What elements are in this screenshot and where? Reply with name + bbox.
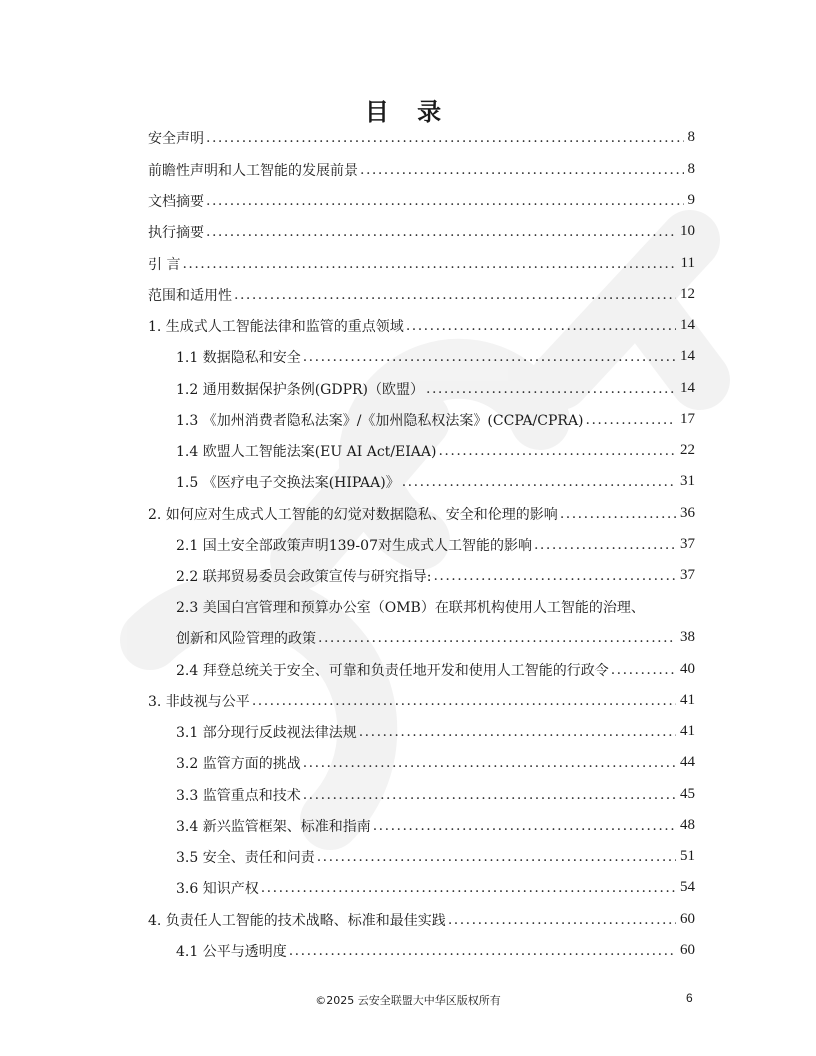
toc-entry[interactable] xyxy=(0,404,816,435)
toc-entry-title: 3.2 监管方面的挑战 xyxy=(176,755,301,772)
toc-entry-page: 60 xyxy=(680,942,695,958)
toc-dot-leader xyxy=(318,630,676,646)
toc-entry[interactable] xyxy=(0,498,816,529)
toc-entry[interactable] xyxy=(0,341,816,372)
toc-entry-page: 38 xyxy=(680,629,695,645)
toc-entry-title: 4. 负责任人工智能的技术战略、标准和最佳实践 xyxy=(148,912,446,929)
toc-entry-page: 8 xyxy=(687,129,695,145)
toc-dot-leader xyxy=(360,162,684,178)
toc-entry[interactable] xyxy=(0,435,816,466)
toc-entry-page: 41 xyxy=(680,723,695,739)
toc-entry-page: 14 xyxy=(680,317,695,333)
toc-dot-leader xyxy=(402,474,676,490)
toc-entry-title: 3.3 监管重点和技术 xyxy=(176,787,301,804)
toc-entry-page: 48 xyxy=(680,817,695,833)
page-number: 6 xyxy=(686,991,693,1005)
toc-entry-page: 22 xyxy=(680,442,695,458)
toc-entry-page: 54 xyxy=(680,879,695,895)
toc-entry-page: 44 xyxy=(680,754,695,770)
toc-entry-page: 11 xyxy=(680,255,695,271)
toc-entry[interactable] xyxy=(0,560,816,591)
toc-entry-page: 8 xyxy=(687,161,695,177)
toc-entry[interactable] xyxy=(0,373,816,404)
toc-dot-leader xyxy=(206,224,676,240)
toc-entry[interactable] xyxy=(0,122,816,153)
page-title: 目 录 xyxy=(364,98,452,126)
toc-dot-leader xyxy=(433,568,676,584)
toc-entry[interactable] xyxy=(0,185,816,216)
toc-entry-title: 3.4 新兴监管框架、标准和指南 xyxy=(176,818,371,835)
toc-dot-leader xyxy=(534,537,676,553)
toc-dot-leader xyxy=(373,818,676,834)
toc-dot-leader xyxy=(448,912,676,928)
toc-entry-title: 前瞻性声明和人工智能的发展前景 xyxy=(148,162,358,179)
toc-entry-page: 14 xyxy=(680,380,695,396)
toc-entry-title: 2. 如何应对生成式人工智能的幻觉对数据隐私、安全和伦理的影响 xyxy=(148,506,558,523)
toc-entry-title: 1.3 《加州消费者隐私法案》/《加州隐私权法案》(CCPA/CPRA) xyxy=(176,412,584,429)
toc-dot-leader xyxy=(359,724,676,740)
toc-entry-page: 37 xyxy=(680,567,695,583)
toc-entry-title: 2.4 拜登总统关于安全、可靠和负责任地开发和使用人工智能的行政令 xyxy=(176,662,609,679)
toc-entry[interactable] xyxy=(0,747,816,778)
toc-entry-title: 2.1 国土安全部政策声明139-07对生成式人工智能的影响 xyxy=(176,537,532,554)
toc-entry[interactable] xyxy=(0,779,816,810)
toc-dot-leader xyxy=(611,662,676,678)
toc-dot-leader xyxy=(438,443,676,459)
toc-entry[interactable] xyxy=(0,529,816,560)
toc-entry[interactable] xyxy=(0,904,816,935)
toc-dot-leader xyxy=(560,506,676,522)
toc-entry-title: 执行摘要 xyxy=(148,224,204,241)
toc-entry-title: 1.4 欧盟人工智能法案(EU AI Act/EIAA) xyxy=(176,443,437,460)
toc-dot-leader xyxy=(252,693,676,709)
toc-entry-page: 51 xyxy=(680,848,695,864)
toc-dot-leader xyxy=(303,755,676,771)
toc-entry-title: 引 言 xyxy=(148,256,181,273)
toc-entry[interactable] xyxy=(0,716,816,747)
toc-entry-title: 3.6 知识产权 xyxy=(176,880,259,897)
toc-entry[interactable] xyxy=(0,248,816,279)
toc-entry-title: 创新和风险管理的政策 xyxy=(176,630,316,647)
toc-entry-title: 1. 生成式人工智能法律和监管的重点领域 xyxy=(148,318,404,335)
toc-entry-title: 1.1 数据隐私和安全 xyxy=(176,349,301,366)
toc-entry-continuation[interactable] xyxy=(0,622,816,653)
toc-entry[interactable] xyxy=(0,466,816,497)
toc-entry[interactable] xyxy=(0,810,816,841)
toc-dot-leader xyxy=(586,412,676,428)
toc-entry-page: 60 xyxy=(680,911,695,927)
toc-dot-leader xyxy=(303,349,676,365)
toc-dot-leader xyxy=(261,880,676,896)
toc-dot-leader xyxy=(206,193,684,209)
toc-entry-page: 9 xyxy=(687,192,695,208)
toc-entry-title: 3.1 部分现行反歧视法律法规 xyxy=(176,724,357,741)
toc-entry[interactable] xyxy=(0,279,816,310)
toc-entry[interactable] xyxy=(0,841,816,872)
toc-entry[interactable] xyxy=(0,872,816,903)
toc-entry-page: 31 xyxy=(680,473,695,489)
copyright-notice: ©2025 云安全联盟大中华区版权所有 xyxy=(315,994,501,1007)
toc-dot-leader xyxy=(426,381,676,397)
toc-entry[interactable] xyxy=(0,591,816,622)
toc-entry[interactable] xyxy=(0,935,816,966)
toc-entry-page: 45 xyxy=(680,786,695,802)
toc-entry-title: 3.5 安全、责任和问责 xyxy=(176,849,315,866)
toc-entry-page: 36 xyxy=(680,505,695,521)
toc-entry-page: 37 xyxy=(680,536,695,552)
toc-entry-title: 1.5 《医疗电子交换法案(HIPAA)》 xyxy=(176,474,400,491)
toc-dot-leader xyxy=(303,787,676,803)
toc-entry-page: 10 xyxy=(680,223,695,239)
toc-entry-title: 安全声明 xyxy=(148,130,204,147)
toc-entry[interactable] xyxy=(0,654,816,685)
toc-entry-page: 40 xyxy=(680,661,695,677)
toc-entry-title: 2.3 美国白宫管理和预算办公室（OMB）在联邦机构使用人工智能的治理、 xyxy=(176,599,645,616)
toc-entry-title: 3. 非歧视与公平 xyxy=(148,693,250,710)
toc-entry-title: 1.2 通用数据保护条例(GDPR)（欧盟） xyxy=(176,381,425,398)
toc-entry-title: 2.2 联邦贸易委员会政策宣传与研究指导: xyxy=(176,568,432,585)
toc-entry-page: 14 xyxy=(680,348,695,364)
toc-dot-leader xyxy=(182,256,676,272)
toc-entry-page: 12 xyxy=(680,286,695,302)
toc-entry-page: 17 xyxy=(680,411,695,427)
toc-entry-page: 41 xyxy=(680,692,695,708)
toc-entry[interactable] xyxy=(0,310,816,341)
toc-dot-leader xyxy=(317,849,676,865)
toc-dot-leader xyxy=(234,287,676,303)
toc-entry[interactable] xyxy=(0,216,816,247)
toc-dot-leader xyxy=(206,130,684,146)
toc-entry-title: 文档摘要 xyxy=(148,193,204,210)
toc-dot-leader xyxy=(406,318,676,334)
toc-entry[interactable] xyxy=(0,685,816,716)
toc-dot-leader xyxy=(289,943,676,959)
toc-entry[interactable] xyxy=(0,154,816,185)
toc-entry-title: 范围和适用性 xyxy=(148,287,232,304)
page-footer xyxy=(0,990,816,1010)
toc-entry-title: 4.1 公平与透明度 xyxy=(176,943,287,960)
